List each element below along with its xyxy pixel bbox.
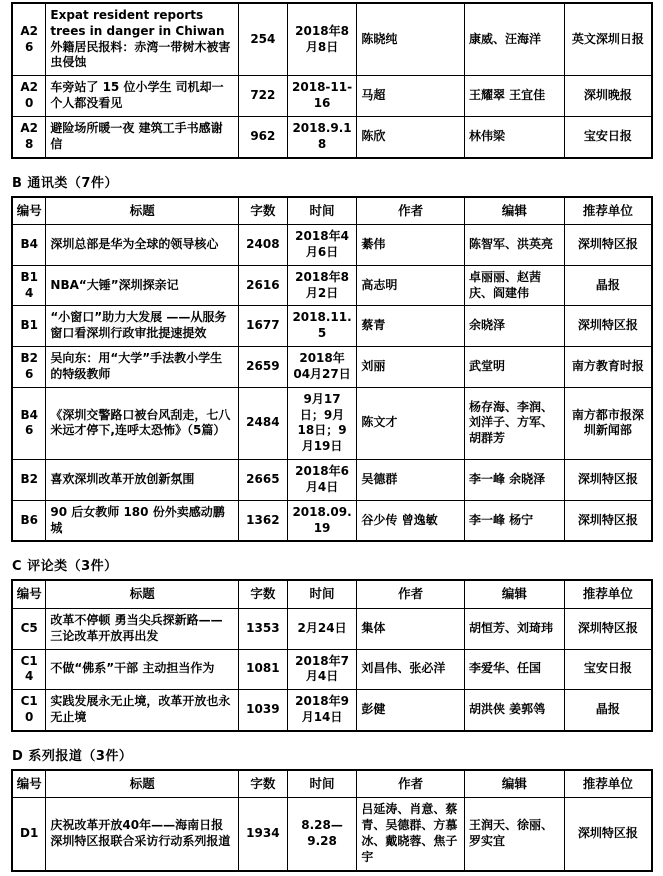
cell-words: 1934 bbox=[239, 798, 288, 871]
table-header-row bbox=[12, 197, 652, 225]
cell-words: 2665 bbox=[239, 460, 288, 501]
column-header-words: 字数 bbox=[239, 197, 288, 225]
table-row bbox=[12, 116, 652, 157]
cell-title: 庆祝改革开放40年——海南日报深圳特区报联合采访行动系列报道 bbox=[46, 798, 239, 871]
cell-words: 1677 bbox=[239, 306, 288, 347]
column-header-words: 字数 bbox=[239, 580, 288, 608]
cell-id: B14 bbox=[12, 265, 46, 306]
cell-words: 2616 bbox=[239, 265, 288, 306]
cell-id: C5 bbox=[12, 608, 46, 649]
cell-date: 2018-11-16 bbox=[287, 76, 357, 117]
cell-unit: 深圳特区报 bbox=[564, 608, 652, 649]
cell-date: 2018.09.19 bbox=[287, 500, 357, 541]
cell-date: 2018.9.18 bbox=[287, 116, 357, 157]
table-row bbox=[12, 460, 652, 501]
cell-date: 2018年6月4日 bbox=[287, 460, 357, 501]
cell-words: 1081 bbox=[239, 649, 288, 690]
cell-date: 2018.11.5 bbox=[287, 306, 357, 347]
column-header-date: 时间 bbox=[287, 580, 357, 608]
cell-title: 避险场所暖一夜 建筑工手书感谢信 bbox=[46, 116, 239, 157]
cell-id: C10 bbox=[12, 690, 46, 731]
cell-editor: 康威、汪海洋 bbox=[464, 3, 564, 76]
column-header-author: 作者 bbox=[357, 580, 465, 608]
column-header-editor: 编辑 bbox=[464, 770, 564, 798]
table-row bbox=[12, 3, 652, 76]
column-header-title: 标题 bbox=[46, 197, 239, 225]
cell-unit: 晶报 bbox=[564, 265, 652, 306]
cell-title: “小窗口”助力大发展 ——从服务窗口看深圳行政审批提速提效 bbox=[46, 306, 239, 347]
table-row bbox=[12, 387, 652, 459]
column-header-date: 时间 bbox=[287, 770, 357, 798]
cell-title: 90 后女教师 180 份外卖感动鹏城 bbox=[46, 500, 239, 541]
cell-title: 《深圳交警路口被台风刮走，七八米远才停下,连呼太恐怖》（5篇） bbox=[46, 387, 239, 459]
cell-unit: 南方都市报深圳新闻部 bbox=[564, 387, 652, 459]
cell-editor: 胡恒芳、刘琦玮 bbox=[464, 608, 564, 649]
section-c-heading: C 评论类（3件） bbox=[12, 559, 118, 575]
column-header-author: 作者 bbox=[357, 197, 465, 225]
cell-unit: 宝安日报 bbox=[564, 116, 652, 157]
cell-words: 1362 bbox=[239, 500, 288, 541]
column-header-id: 编号 bbox=[12, 197, 46, 225]
cell-author: 刘丽 bbox=[357, 347, 465, 388]
table-row bbox=[12, 649, 652, 690]
cell-unit: 深圳特区报 bbox=[564, 500, 652, 541]
cell-editor: 胡洪侠 姜郭鸰 bbox=[464, 690, 564, 731]
cell-editor: 卓丽丽、赵茜庆、阎建伟 bbox=[464, 265, 564, 306]
cell-title: 车旁站了 15 位小学生 司机却一个人都没看见 bbox=[46, 76, 239, 117]
cell-author: 吴德群 bbox=[357, 460, 465, 501]
cell-unit: 南方教育时报 bbox=[564, 347, 652, 388]
cell-title: 喜欢深圳改革开放创新氛围 bbox=[46, 460, 239, 501]
cell-unit: 宝安日报 bbox=[564, 649, 652, 690]
cell-date: 2018年04月27日 bbox=[287, 347, 357, 388]
cell-author: 彭健 bbox=[357, 690, 465, 731]
section-b-heading: B 通讯类（7件） bbox=[12, 175, 118, 191]
cell-id: D1 bbox=[12, 798, 46, 871]
cell-editor: 余晓泽 bbox=[464, 306, 564, 347]
table-row bbox=[12, 306, 652, 347]
cell-date: 9月17日；9月18日；9月19日 bbox=[287, 387, 357, 459]
cell-id: A26 bbox=[12, 3, 46, 76]
cell-unit: 英文深圳日报 bbox=[564, 3, 652, 76]
cell-unit: 晶报 bbox=[564, 690, 652, 731]
cell-words: 2659 bbox=[239, 347, 288, 388]
table-row bbox=[12, 265, 652, 306]
cell-author: 马超 bbox=[357, 76, 465, 117]
table-row bbox=[12, 500, 652, 541]
cell-id: A20 bbox=[12, 76, 46, 117]
table-row bbox=[12, 225, 652, 266]
column-header-unit: 推荐单位 bbox=[564, 197, 652, 225]
cell-editor: 王耀翠 王宜佳 bbox=[464, 76, 564, 117]
cell-author: 吕延涛、肖意、蔡青、吴德群、方慕冰、戴晓蓉、焦子宇 bbox=[357, 798, 465, 871]
cell-id: B4 bbox=[12, 225, 46, 266]
table-row bbox=[12, 347, 652, 388]
section-d-heading: D 系列报道（3件） bbox=[12, 748, 133, 764]
cell-editor: 武堂明 bbox=[464, 347, 564, 388]
table-header-row bbox=[12, 770, 652, 798]
cell-title: 深圳总部是华为全球的领导核心 bbox=[46, 225, 239, 266]
cell-author: 陈晓纯 bbox=[357, 3, 465, 76]
cell-title: NBA“大锤”深圳探亲记 bbox=[46, 265, 239, 306]
table-row bbox=[12, 608, 652, 649]
cell-title: 吴向东：用“大学”手法教小学生的特级教师 bbox=[46, 347, 239, 388]
cell-author: 綦伟 bbox=[357, 225, 465, 266]
cell-unit: 深圳特区报 bbox=[564, 225, 652, 266]
cell-date: 2月24日 bbox=[287, 608, 357, 649]
cell-words: 2408 bbox=[239, 225, 288, 266]
table-a-continuation bbox=[11, 2, 653, 159]
cell-words: 2484 bbox=[239, 387, 288, 459]
column-header-unit: 推荐单位 bbox=[564, 580, 652, 608]
cell-author: 蔡青 bbox=[357, 306, 465, 347]
table-d-series-reports bbox=[11, 769, 653, 872]
column-header-title: 标题 bbox=[46, 770, 239, 798]
cell-date: 2018年7月4日 bbox=[287, 649, 357, 690]
cell-unit: 深圳晚报 bbox=[564, 76, 652, 117]
table-row bbox=[12, 76, 652, 117]
cell-id: B26 bbox=[12, 347, 46, 388]
cell-author: 谷少传 曾逸敏 bbox=[357, 500, 465, 541]
cell-id: B2 bbox=[12, 460, 46, 501]
cell-unit: 深圳特区报 bbox=[564, 306, 652, 347]
cell-editor: 林伟梁 bbox=[464, 116, 564, 157]
cell-editor: 李一峰 杨宁 bbox=[464, 500, 564, 541]
column-header-words: 字数 bbox=[239, 770, 288, 798]
cell-editor: 陈智军、洪英亮 bbox=[464, 225, 564, 266]
cell-author: 陈欣 bbox=[357, 116, 465, 157]
cell-date: 2018年8月8日 bbox=[287, 3, 357, 76]
cell-words: 1039 bbox=[239, 690, 288, 731]
column-header-unit: 推荐单位 bbox=[564, 770, 652, 798]
cell-id: B46 bbox=[12, 387, 46, 459]
cell-author: 集体 bbox=[357, 608, 465, 649]
table-b-communications bbox=[11, 196, 653, 543]
cell-id: B1 bbox=[12, 306, 46, 347]
column-header-editor: 编辑 bbox=[464, 197, 564, 225]
cell-id: A28 bbox=[12, 116, 46, 157]
cell-title: 不做“佛系”干部 主动担当作为 bbox=[46, 649, 239, 690]
column-header-date: 时间 bbox=[287, 197, 357, 225]
table-row bbox=[12, 690, 652, 731]
cell-words: 962 bbox=[239, 116, 288, 157]
cell-words: 722 bbox=[239, 76, 288, 117]
cell-id: B6 bbox=[12, 500, 46, 541]
column-header-title: 标题 bbox=[46, 580, 239, 608]
cell-title: 实践发展永无止境，改革开放也永无止境 bbox=[46, 690, 239, 731]
column-header-id: 编号 bbox=[12, 770, 46, 798]
column-header-author: 作者 bbox=[357, 770, 465, 798]
cell-author: 刘昌伟、张必洋 bbox=[357, 649, 465, 690]
cell-unit: 深圳特区报 bbox=[564, 460, 652, 501]
cell-date: 2018年4月6日 bbox=[287, 225, 357, 266]
table-header-row bbox=[12, 580, 652, 608]
column-header-id: 编号 bbox=[12, 580, 46, 608]
cell-title: 改革不停顿 勇当尖兵探新路——三论改革开放再出发 bbox=[46, 608, 239, 649]
cell-id: C14 bbox=[12, 649, 46, 690]
table-c-commentary bbox=[11, 579, 653, 731]
cell-author: 陈文才 bbox=[357, 387, 465, 459]
cell-words: 254 bbox=[239, 3, 288, 76]
cell-title: Expat resident reports trees in danger in Chiwan 外籍居民报料：赤湾一带树木被害虫侵蚀 bbox=[46, 3, 239, 76]
cell-editor: 李一峰 余晓泽 bbox=[464, 460, 564, 501]
cell-editor: 杨存海、李润、刘洋子、方军、胡群芳 bbox=[464, 387, 564, 459]
cell-words: 1353 bbox=[239, 608, 288, 649]
cell-date: 2018年9月14日 bbox=[287, 690, 357, 731]
cell-author: 高志明 bbox=[357, 265, 465, 306]
cell-editor: 李爱华、任国 bbox=[464, 649, 564, 690]
cell-date: 8.28—9.28 bbox=[287, 798, 357, 871]
cell-unit: 深圳特区报 bbox=[564, 798, 652, 871]
table-row bbox=[12, 798, 652, 871]
column-header-editor: 编辑 bbox=[464, 580, 564, 608]
cell-date: 2018年8月2日 bbox=[287, 265, 357, 306]
cell-editor: 王润天、徐丽、罗实宜 bbox=[464, 798, 564, 871]
